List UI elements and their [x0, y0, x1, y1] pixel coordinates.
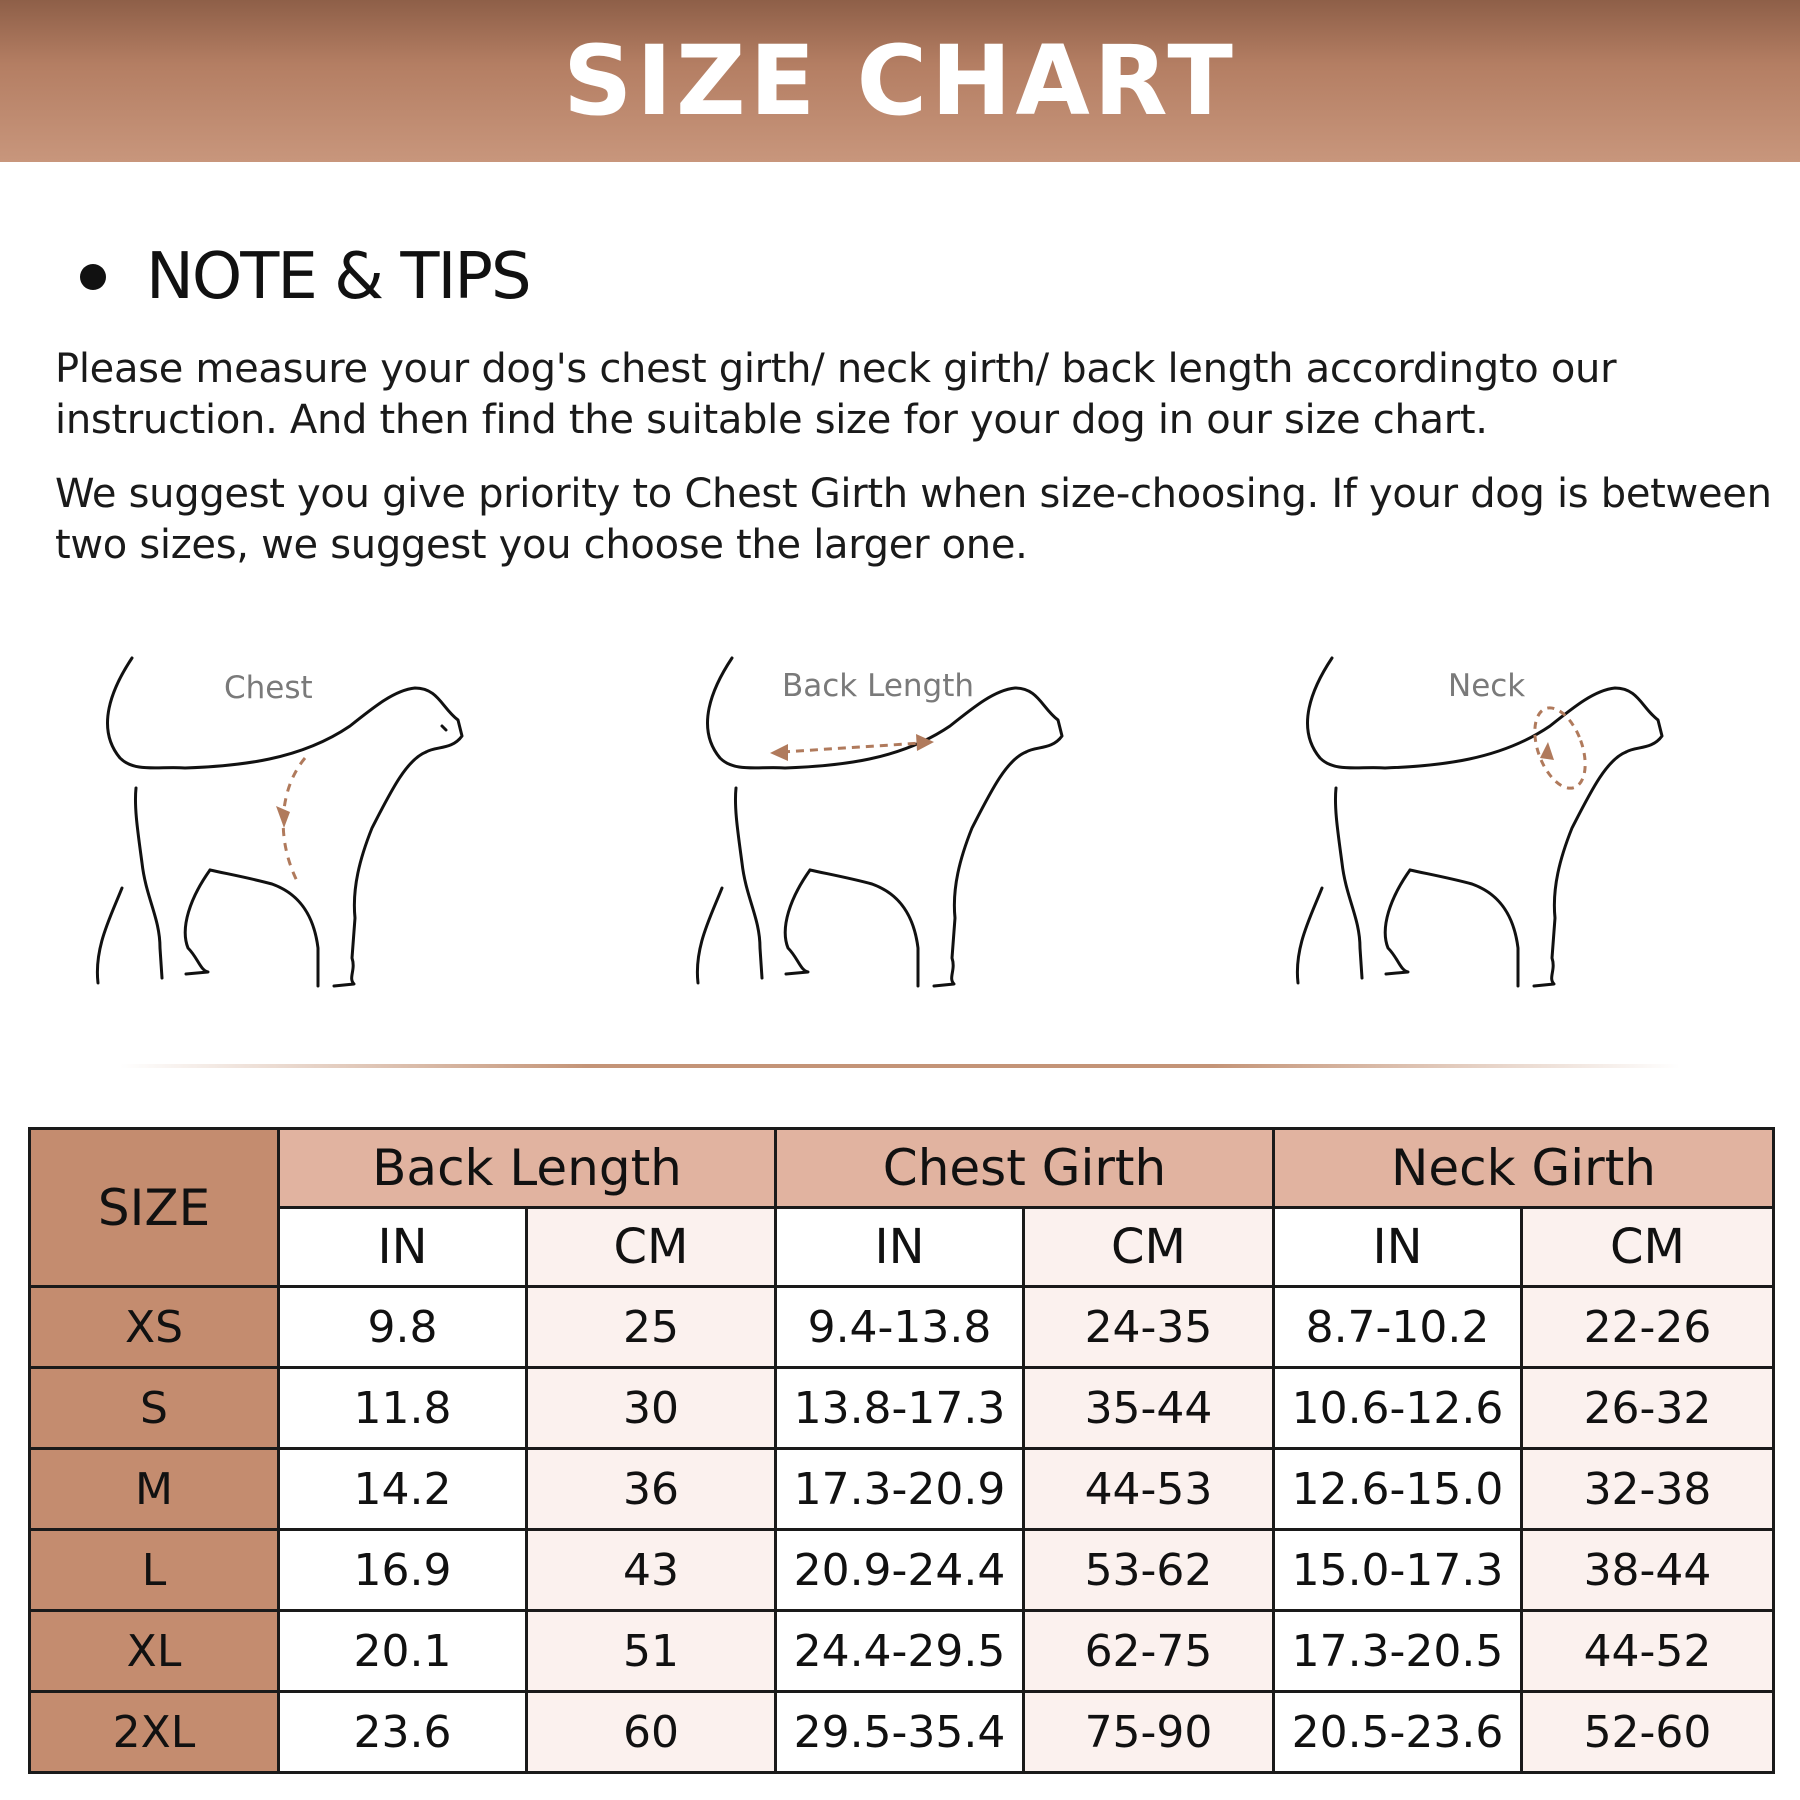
table-cell: 62-75	[1024, 1611, 1274, 1692]
neck-label: Neck	[1448, 668, 1526, 704]
bullet-icon	[80, 264, 106, 290]
table-cell: 17.3-20.9	[776, 1449, 1024, 1530]
table-cell: 44-52	[1522, 1611, 1774, 1692]
table-cell: 11.8	[279, 1368, 527, 1449]
table-cell: 32-38	[1522, 1449, 1774, 1530]
notes-heading-row	[80, 240, 530, 314]
table-cell: 17.3-20.5	[1274, 1611, 1522, 1692]
unit-header: IN	[1274, 1208, 1522, 1287]
table-cell: 20.9-24.4	[776, 1530, 1024, 1611]
table-cell: 15.0-17.3	[1274, 1530, 1522, 1611]
size-cell: L	[30, 1530, 279, 1611]
table-cell: 12.6-15.0	[1274, 1449, 1522, 1530]
table-cell: 25	[527, 1287, 776, 1368]
dog-outline-back-icon	[690, 648, 1130, 1024]
notes-paragraph-2: We suggest you give priority to Chest Girth when size-choosing. If your dog is between two sizes, we suggest you choose the larger one.	[55, 471, 1772, 568]
table-cell: 38-44	[1522, 1530, 1774, 1611]
table-cell: 14.2	[279, 1449, 527, 1530]
table-cell: 60	[527, 1692, 776, 1773]
table-cell: 52-60	[1522, 1692, 1774, 1773]
dog-outline-neck-icon	[1290, 648, 1730, 1024]
table-cell: 22-26	[1522, 1287, 1774, 1368]
table-cell: 20.5-23.6	[1274, 1692, 1522, 1773]
table-cell: 13.8-17.3	[776, 1368, 1024, 1449]
table-cell: 51	[527, 1611, 776, 1692]
table-cell: 10.6-12.6	[1274, 1368, 1522, 1449]
unit-header: CM	[527, 1208, 776, 1287]
table-row	[30, 1449, 1774, 1530]
section-divider	[120, 1064, 1680, 1068]
unit-header: IN	[776, 1208, 1024, 1287]
table-cell: 16.9	[279, 1530, 527, 1611]
table-cell: 9.4-13.8	[776, 1287, 1024, 1368]
table-cell: 43	[527, 1530, 776, 1611]
unit-header: CM	[1522, 1208, 1774, 1287]
back-length-diagram	[690, 648, 1130, 1024]
table-cell: 36	[527, 1449, 776, 1530]
chest-label: Chest	[224, 670, 313, 706]
table-cell: 8.7-10.2	[1274, 1287, 1522, 1368]
table-cell: 9.8	[279, 1287, 527, 1368]
neck-girth-header: Neck Girth	[1274, 1129, 1774, 1208]
table-cell: 44-53	[1024, 1449, 1274, 1530]
table-row	[30, 1530, 1774, 1611]
page-title: SIZE CHART	[563, 25, 1237, 137]
table-row	[30, 1692, 1774, 1773]
table-cell: 24-35	[1024, 1287, 1274, 1368]
table-cell: 30	[527, 1368, 776, 1449]
table-cell: 53-62	[1024, 1530, 1274, 1611]
size-cell: XS	[30, 1287, 279, 1368]
unit-header: IN	[279, 1208, 527, 1287]
back-length-label: Back Length	[782, 668, 975, 704]
size-cell: M	[30, 1449, 279, 1530]
table-cell: 35-44	[1024, 1368, 1274, 1449]
size-cell: S	[30, 1368, 279, 1449]
table-cell: 23.6	[279, 1692, 527, 1773]
table-cell: 24.4-29.5	[776, 1611, 1024, 1692]
size-cell: 2XL	[30, 1692, 279, 1773]
chest-girth-header: Chest Girth	[776, 1129, 1274, 1208]
size-table	[28, 1127, 1775, 1774]
back-length-header: Back Length	[279, 1129, 776, 1208]
notes-heading: NOTE & TIPS	[146, 240, 530, 314]
size-header: SIZE	[30, 1129, 279, 1287]
size-cell: XL	[30, 1611, 279, 1692]
table-row	[30, 1287, 1774, 1368]
notes-paragraph-1: Please measure your dog's chest girth/ neck girth/ back length accordingto our instruction. And then find the suitable size for your dog in our size chart.	[55, 346, 1617, 443]
table-cell: 26-32	[1522, 1368, 1774, 1449]
table-row	[30, 1611, 1774, 1692]
table-cell: 29.5-35.4	[776, 1692, 1024, 1773]
chest-diagram	[90, 648, 530, 1024]
unit-header: CM	[1024, 1208, 1274, 1287]
neck-diagram	[1290, 648, 1730, 1024]
table-cell: 75-90	[1024, 1692, 1274, 1773]
table-row	[30, 1368, 1774, 1449]
table-cell: 20.1	[279, 1611, 527, 1692]
title-banner	[0, 0, 1800, 162]
